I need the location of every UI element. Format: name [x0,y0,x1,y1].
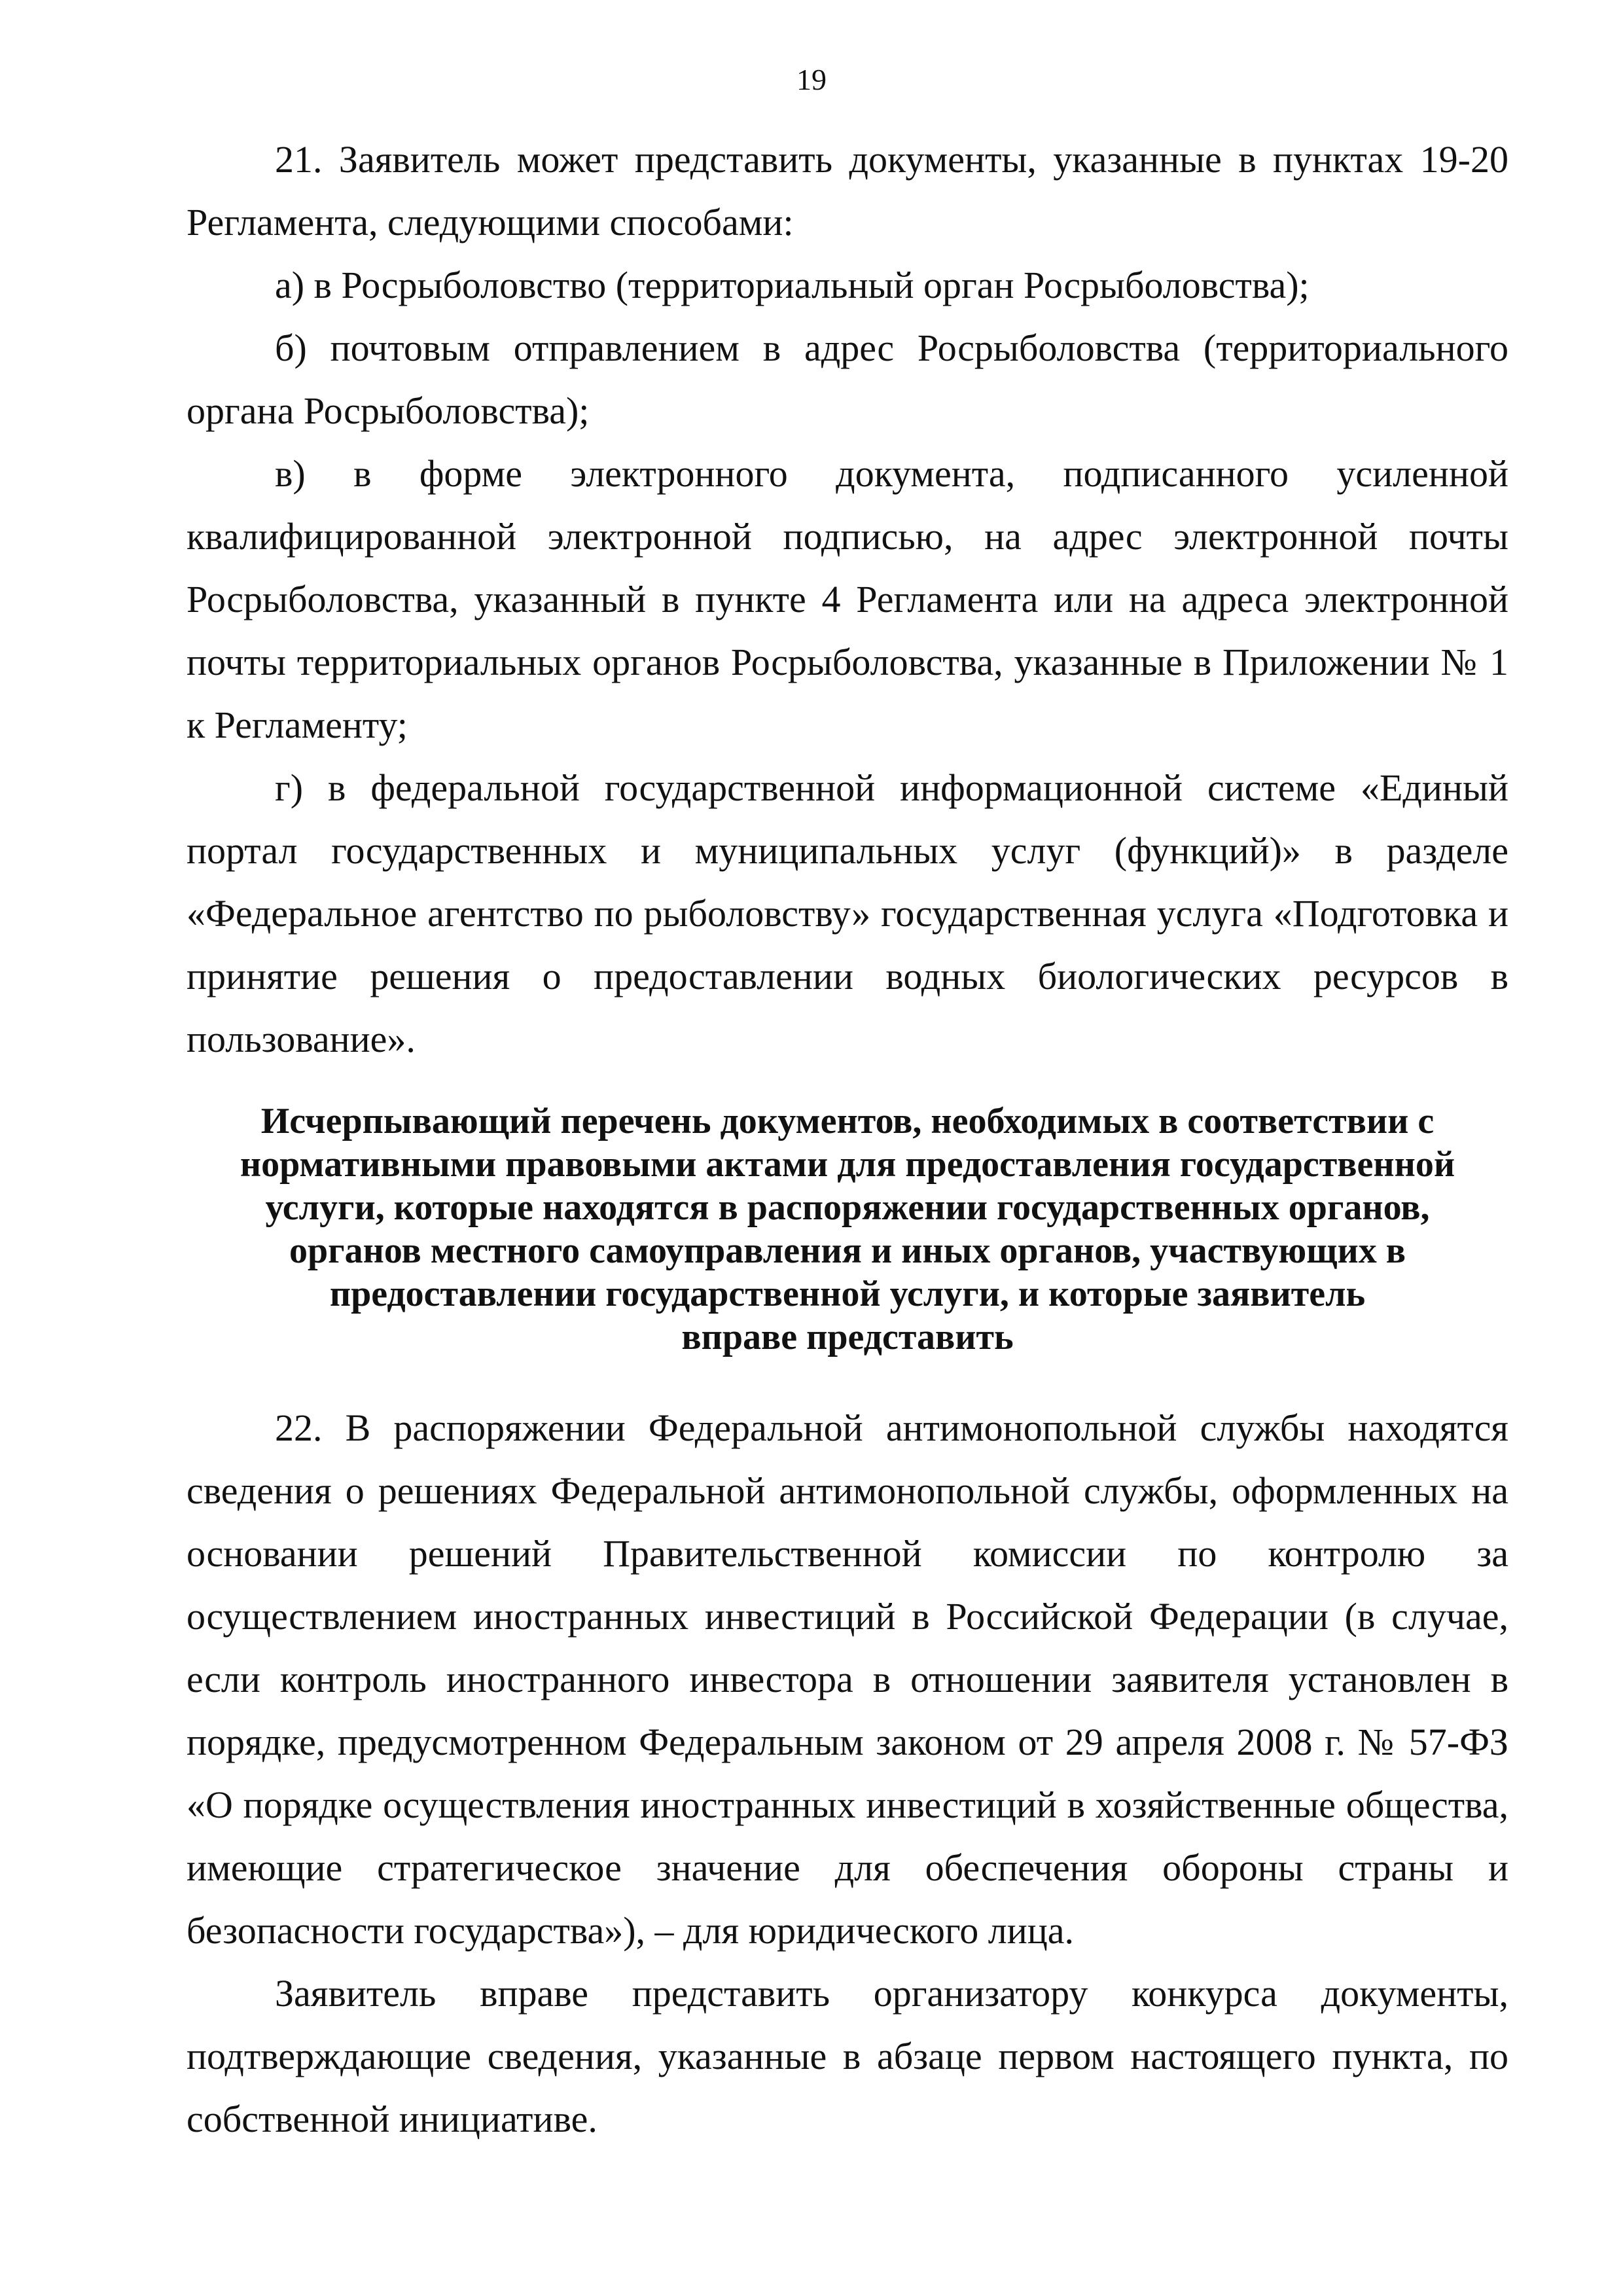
heading-line: предоставлении государственной услуги, и которые заявитель [329,1274,1366,1314]
heading-line: нормативными правовыми актами для предоставления государственной [240,1144,1455,1185]
paragraph-21-g: г) в федеральной государственной информационной системе «Единый портал государственных и муниципальных услуг (функций)» в разделе «Федеральное агентство по рыболовству» государственная услуга «Подготовка и принятие решения о предоставлении водных биологических ресурсов в пользование». [187,766,1508,1060]
paragraph-22: 22. В распоряжении Федеральной антимонопольной службы находятся сведения о решениях Федеральной антимонопольной службы, оформленных на основании решений Правительственной комиссии по контролю за осуществлением иностранных инвестиций в Российской Федерации (в случае, если контроль иностранного инвестора в отношении заявителя установлен в порядке, предусмотренном Федеральным законом от 29 апреля 2008 г. № 57-ФЗ «О порядке осуществления иностранных инвестиций в хозяйственные общества, имеющие стратегическое значение для обеспечения обороны страны и безопасности государства»), – для юридического лица. [187,1407,1508,1952]
paragraph-21-a: а) в Росрыболовство (территориальный орган Росрыболовства); [275,264,1310,306]
paragraph-21-v: в) в форме электронного документа, подписанного усиленной квалифицированной электронной подписью, на адрес электронной почты Росрыболовства, указанный в пункте 4 Регламента или на адреса электронной почты территориальных органов Росрыболовства, указанные в Приложении № 1 к Регламенту; [187,452,1508,746]
heading-line: Исчерпывающий перечень документов, необходимых в соответствии с [260,1101,1435,1141]
section-point-21 [187,128,1508,1071]
page-number: 19 [796,63,827,96]
paragraph-21-b: б) почтовым отправлением в адрес Росрыболовства (территориального органа Росрыболовства); [187,327,1508,432]
paragraph-21-intro: 21. Заявитель может представить документы, указанные в пунктах 19-20 Регламента, следующими способами: [187,138,1508,243]
heading-line: органов местного самоуправления и иных органов, участвующих в [289,1230,1406,1271]
paragraph-22-applicant: Заявитель вправе представить организатору конкурса документы, подтверждающие сведения, указанные в абзаце первом настоящего пункта, по собственной инициативе. [187,1972,1508,2140]
section-point-22 [187,1397,1508,2151]
section-heading [187,1100,1508,1359]
heading-line: вправе представить [681,1317,1014,1357]
heading-line: услуги, которые находятся в распоряжении государственных органов, [265,1187,1430,1228]
